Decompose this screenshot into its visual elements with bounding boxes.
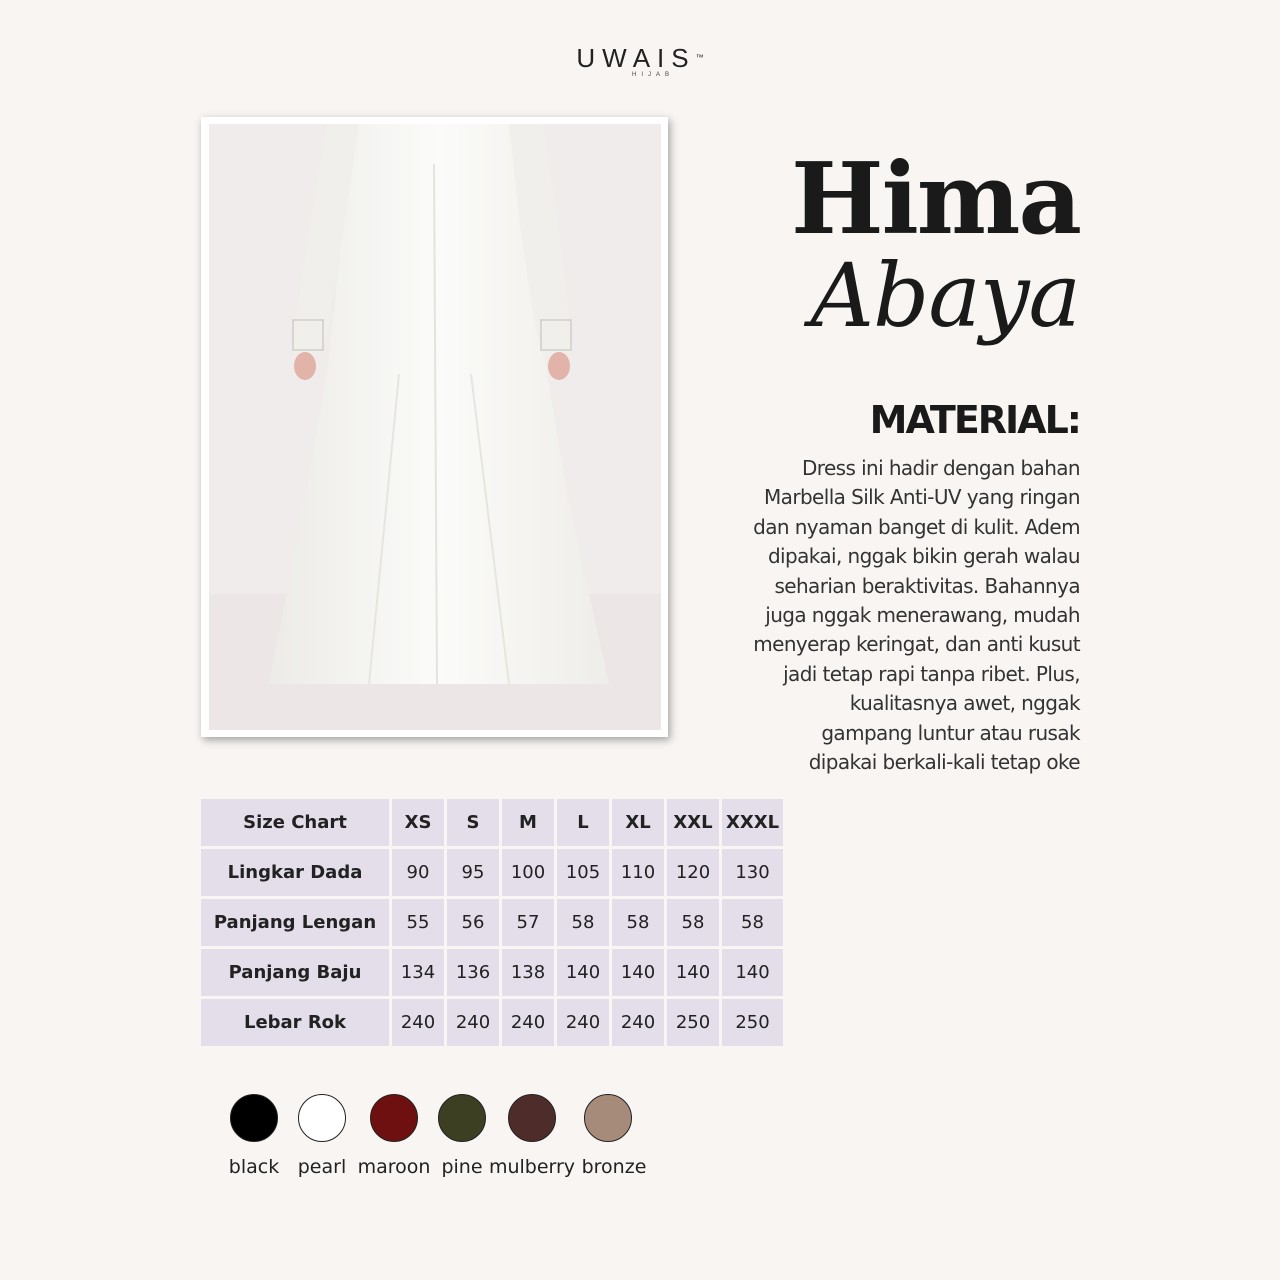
abaya-illustration <box>209 124 661 730</box>
row-label: Panjang Lengan <box>201 899 389 946</box>
size-header-m: M <box>502 799 554 846</box>
color-swatch-maroon[interactable] <box>370 1094 418 1142</box>
table-cell: 100 <box>502 849 554 896</box>
table-cell: 134 <box>392 949 444 996</box>
table-row <box>201 849 783 896</box>
table-cell: 95 <box>447 849 499 896</box>
table-cell: 140 <box>667 949 719 996</box>
table-cell: 56 <box>447 899 499 946</box>
table-cell: 136 <box>447 949 499 996</box>
table-cell: 58 <box>557 899 609 946</box>
table-cell: 110 <box>612 849 664 896</box>
brand-name: UWAIS <box>576 43 696 73</box>
material-line: dipakai, nggak bikin gerah walau <box>767 544 1080 569</box>
color-label-mulberry: mulberry <box>488 1156 576 1178</box>
table-cell: 140 <box>557 949 609 996</box>
table-row <box>201 899 783 946</box>
product-title <box>790 142 1080 347</box>
color-label-pine: pine <box>441 1156 483 1178</box>
table-cell: 140 <box>722 949 783 996</box>
material-line: kualitasnya awet, nggak <box>849 691 1080 716</box>
color-swatch-pine[interactable] <box>438 1094 486 1142</box>
table-cell: 105 <box>557 849 609 896</box>
row-label: Lebar Rok <box>201 999 389 1046</box>
color-label-bronze: bronze <box>581 1156 647 1178</box>
table-cell: 240 <box>447 999 499 1046</box>
material-line: menyerap keringat, dan anti kusut <box>753 632 1080 657</box>
material-line: gampang luntur atau rusak <box>821 720 1080 745</box>
table-row <box>201 999 783 1046</box>
table-cell: 240 <box>557 999 609 1046</box>
table-cell: 250 <box>722 999 783 1046</box>
material-line: Dress ini hadir dengan bahan <box>801 456 1080 480</box>
size-header-s: S <box>447 799 499 846</box>
color-swatch-bronze[interactable] <box>584 1094 632 1142</box>
size-chart-table <box>198 796 786 1049</box>
table-cell: 140 <box>612 949 664 996</box>
size-header-xxl: XXL <box>667 799 719 846</box>
table-cell: 240 <box>392 999 444 1046</box>
material-line: seharian beraktivitas. Bahannya <box>774 573 1080 598</box>
color-swatch-pearl[interactable] <box>298 1094 346 1142</box>
product-photo-frame <box>201 117 668 737</box>
color-label-maroon: maroon <box>357 1156 431 1178</box>
table-cell: 240 <box>612 999 664 1046</box>
brand-tm: ™ <box>695 53 704 62</box>
table-cell: 138 <box>502 949 554 996</box>
size-header-xs: XS <box>392 799 444 846</box>
material-line: jadi tetap rapi tanpa ribet. Plus, <box>783 661 1080 686</box>
table-cell: 57 <box>502 899 554 946</box>
product-photo <box>209 124 661 730</box>
material-line: dipakai berkali-kali tetap oke <box>808 750 1080 775</box>
table-row <box>201 949 783 996</box>
table-cell: 90 <box>392 849 444 896</box>
table-cell: 55 <box>392 899 444 946</box>
color-label-black: black <box>228 1156 280 1178</box>
size-header-xxxl: XXXL <box>722 799 783 846</box>
size-header-l: L <box>557 799 609 846</box>
material-line: dan nyaman banget di kulit. Adem <box>753 514 1080 539</box>
title-line2: Abaya <box>810 244 1080 347</box>
size-header-xl: XL <box>612 799 664 846</box>
table-cell: 130 <box>722 849 783 896</box>
size-chart-header-row <box>201 799 783 846</box>
row-label: Panjang Baju <box>201 949 389 996</box>
table-cell: 240 <box>502 999 554 1046</box>
material-description <box>720 454 1080 777</box>
table-cell: 120 <box>667 849 719 896</box>
table-cell: 250 <box>667 999 719 1046</box>
row-label: Lingkar Dada <box>201 849 389 896</box>
color-label-pearl: pearl <box>297 1156 347 1178</box>
table-cell: 58 <box>667 899 719 946</box>
brand-logo <box>0 44 1280 78</box>
size-chart-header: Size Chart <box>201 799 389 846</box>
table-cell: 58 <box>722 899 783 946</box>
material-heading: MATERIAL: <box>869 398 1080 442</box>
table-cell: 58 <box>612 899 664 946</box>
brand-sub: HIJAB <box>631 72 674 78</box>
title-line1: Hima <box>790 142 1080 257</box>
color-swatch-mulberry[interactable] <box>508 1094 556 1142</box>
color-swatch-black[interactable] <box>230 1094 278 1142</box>
material-line: Marbella Silk Anti-UV yang ringan <box>764 485 1080 510</box>
material-line: juga nggak menerawang, mudah <box>765 603 1080 628</box>
